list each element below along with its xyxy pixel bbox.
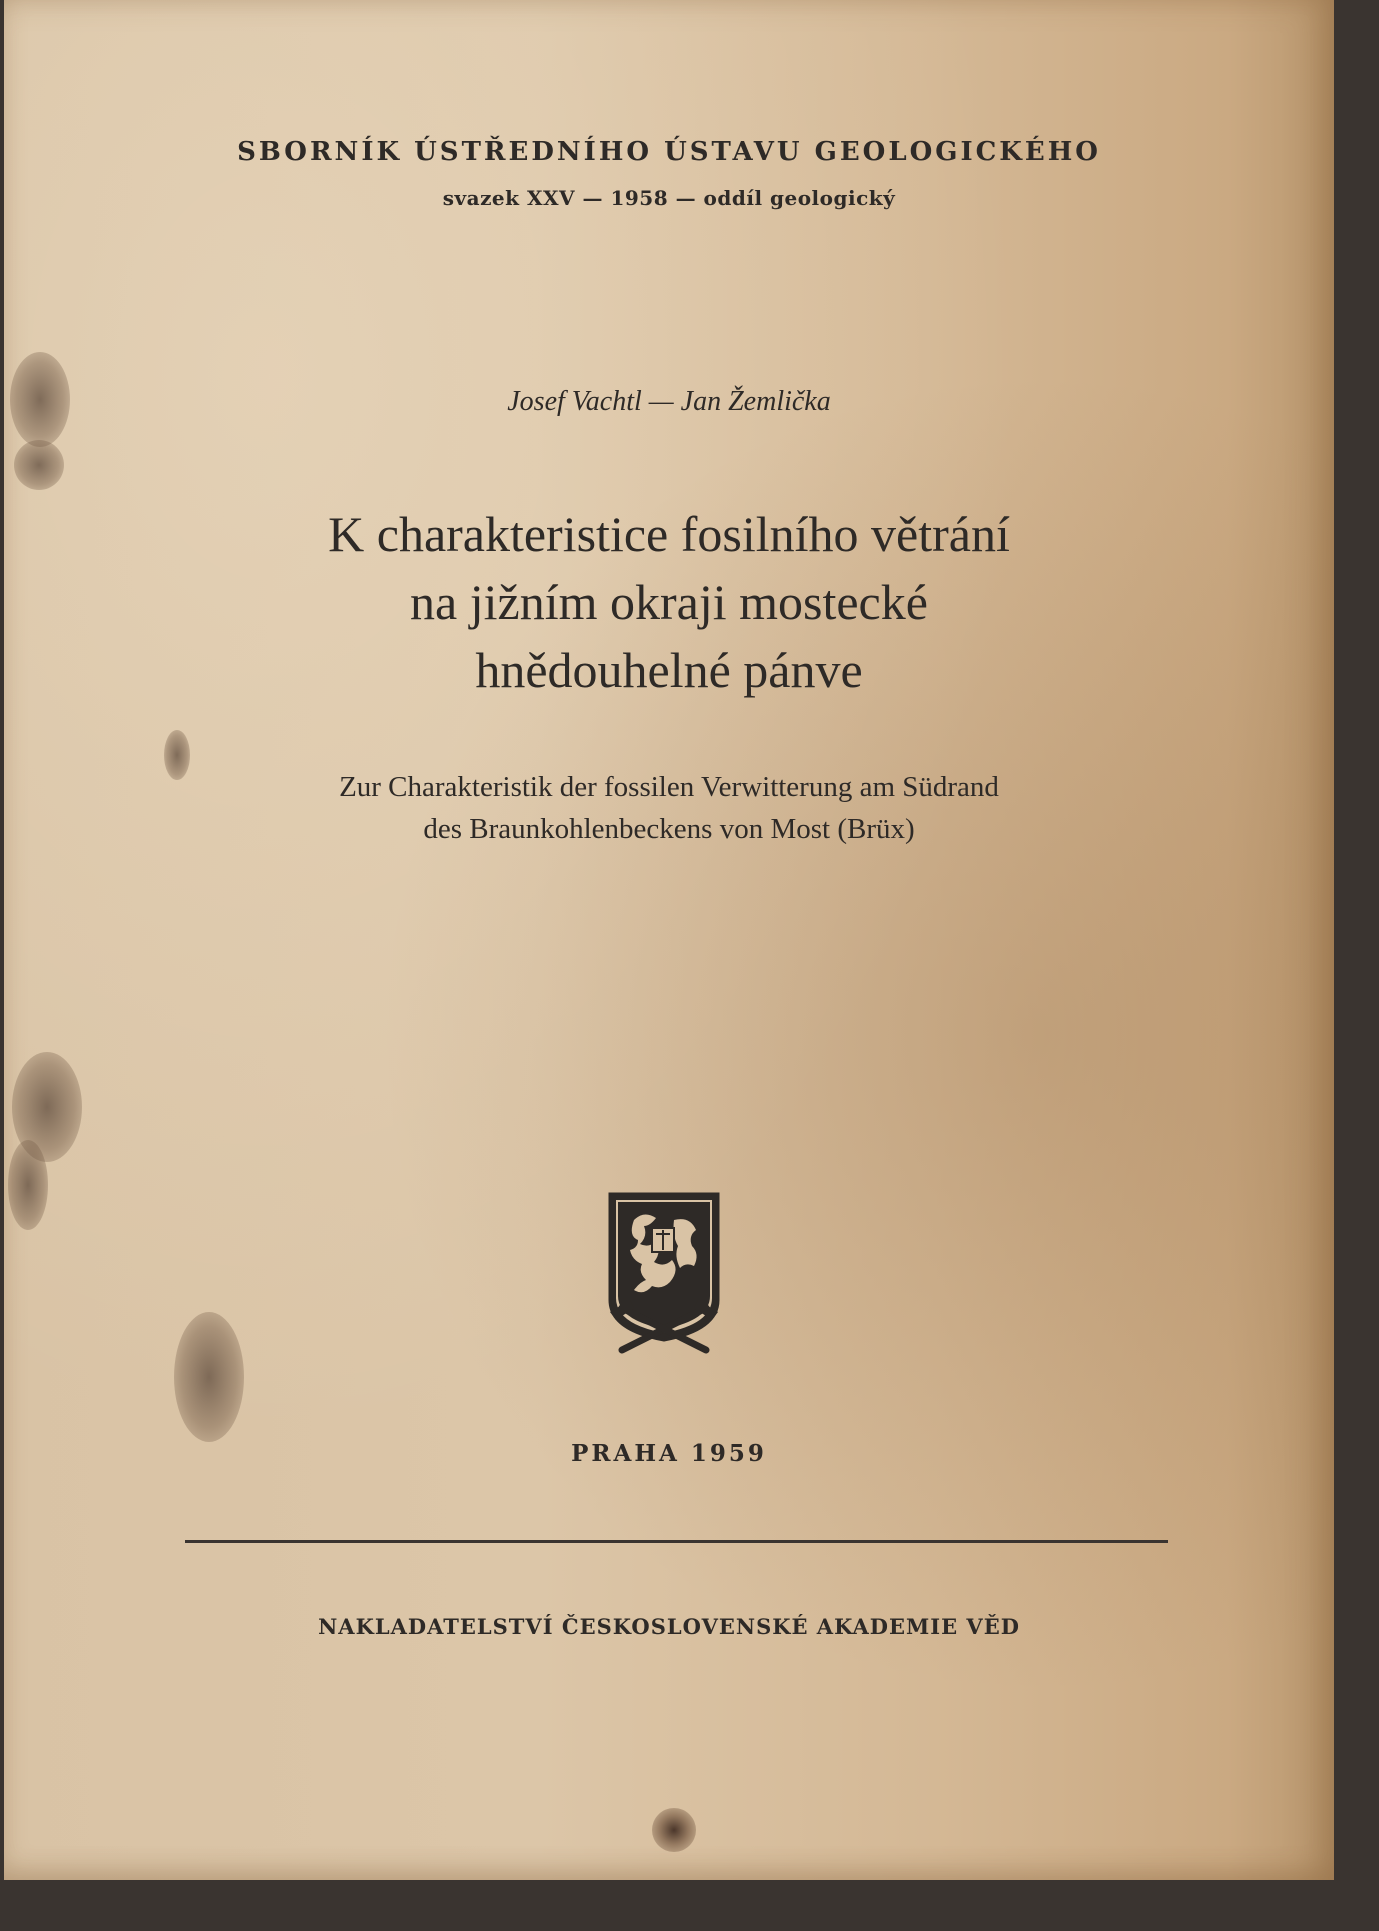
title-line-2: na jižním okraji mostecké bbox=[410, 574, 928, 630]
publisher: NAKLADATELSTVÍ ČESKOSLOVENSKÉ AKADEMIE VĚD bbox=[318, 1614, 1020, 1639]
authors: Josef Vachtl — Jan Žemlička bbox=[507, 386, 831, 417]
volume-line: svazek XXV — 1958 — oddíl geologický bbox=[442, 186, 896, 210]
divider bbox=[185, 1540, 1168, 1543]
paper-hole bbox=[652, 1808, 696, 1852]
stain-mark bbox=[14, 440, 64, 490]
series-title: SBORNÍK ÚSTŘEDNÍHO ÚSTAVU GEOLOGICKÉHO bbox=[237, 137, 1101, 167]
place-and-year: PRAHA 1959 bbox=[571, 1440, 767, 1467]
academy-coat-of-arms-icon bbox=[604, 1190, 724, 1360]
subtitle-line-2: des Braunkohlenbeckens von Most (Brüx) bbox=[423, 813, 915, 845]
subtitle-line-1: Zur Charakteristik der fossilen Verwitterung am Südrand bbox=[339, 771, 999, 803]
title-line-1: K charakteristice fosilního větrání bbox=[328, 506, 1010, 562]
german-subtitle bbox=[4, 766, 1334, 850]
page-title bbox=[4, 500, 1334, 704]
stain-mark bbox=[174, 1312, 244, 1442]
stain-mark bbox=[8, 1140, 48, 1230]
title-line-3: hnědouhelné pánve bbox=[475, 642, 863, 698]
title-page bbox=[4, 0, 1334, 1880]
